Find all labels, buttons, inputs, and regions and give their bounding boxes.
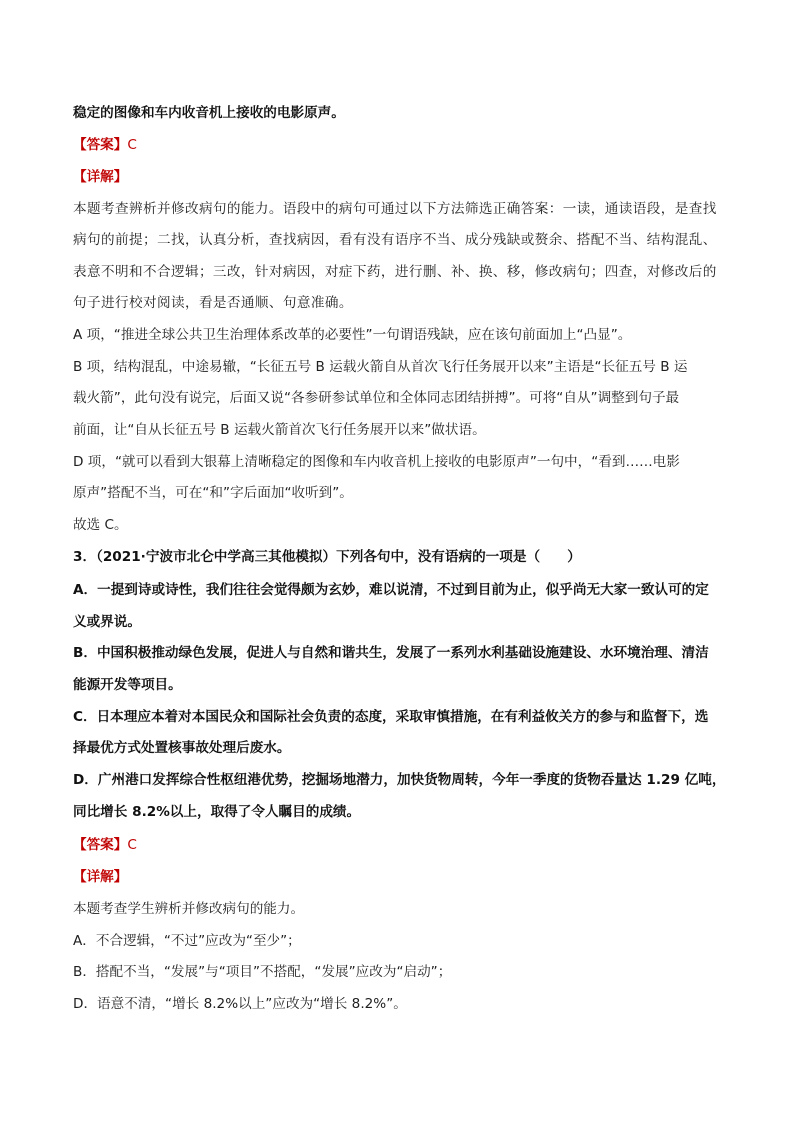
q3-note-a: A．不合逻辑，“不过”应改为“至少”； [73,933,301,949]
q2-item-b-line: B 项，结构混乱，中途易辙，“长征五号 B 运载火箭自从首次飞行任务展开以来”主语是“长征五号 B 运 [73,359,688,375]
q3-answer [73,833,733,853]
answer-value: C [127,137,137,153]
answer-value: C [127,837,137,853]
q3-option-c-line: 择最优方式处置核事故处理后废水。 [73,740,291,756]
q2-item-b-line: 载火箭”，此句没有说完，后面又说“各参研参试单位和全体同志团结拼搏”。可将“自从”调整到句子最 [73,390,680,406]
q3-option-b-line: 能源开发等项目。 [73,677,182,693]
q2-paragraph-line: 病句的前提；二找，认真分析，查找病因，看有没有语序不当、成分残缺或赘余、搭配不当、结构混乱、 [73,232,717,248]
answer-label: 【答案】 [73,837,128,853]
q3-option-d-line: 同比增长 8.2%以上，取得了令人瞩目的成绩。 [73,804,361,820]
q2-explain-label: 【详解】 [73,169,128,185]
q3-note-d: D．语意不清，“增长 8.2%以上”应改为“增长 8.2%”。 [73,996,407,1012]
q2-item-d-line: 原声”搭配不当，可在“和”字后面加“收听到”。 [73,485,353,501]
q3-option-c-line: C．日本理应本着对本国民众和国际社会负责的态度，采取审慎措施，在有利益攸关方的参与和监督下，选 [73,709,709,725]
q2-paragraph-line: 本题考查辨析并修改病句的能力。语段中的病句可通过以下方法筛选正确答案：一读，通读语段，是查找 [73,201,717,217]
q3-option-b-line: B．中国积极推动绿色发展，促进人与自然和谐共生，发展了一系列水利基础设施建设、水环境治理、清洁 [73,645,709,661]
q3-intro: 本题考查学生辨析并修改病句的能力。 [73,901,305,917]
q2-item-a: A 项，“推进全球公共卫生治理体系改革的必要性”一句谓语残缺，应在该句前面加上“凸显”。 [73,327,632,343]
q3-option-d-line: D．广州港口发挥综合性枢纽港优势，挖掘场地潜力，加快货物周转，今年一季度的货物吞量达 1.29 亿吨， [73,772,726,788]
q2-item-d-line: D 项，“就可以看到大银幕上清晰稳定的图像和车内收音机上接收的电影原声”一句中，“看到……电影 [73,454,680,470]
q3-note-b: B．搭配不当，“发展”与“项目”不搭配，“发展”应改为“启动”； [73,964,452,980]
q2-item-b-line: 前面，让“自从长征五号 B 运载火箭首次飞行任务展开以来”做状语。 [73,422,486,438]
q3-stem: 3．（2021·宁波市北仑中学高三其他模拟）下列各句中，没有语病的一项是（ ） [73,549,581,565]
q3-option-a-line: 义或界说。 [73,614,141,630]
answer-label: 【答案】 [73,137,128,153]
q3-explain-label: 【详解】 [73,869,128,885]
q3-option-a-line: A．一提到诗或诗性，我们往往会觉得颇为玄妙，难以说清，不过到目前为止，似乎尚无大家一致认可的定 [73,582,709,598]
q2-tail-line: 稳定的图像和车内收音机上接收的电影原声。 [73,105,345,121]
q2-conclusion: 故选 C。 [73,517,128,533]
q2-paragraph-line: 句子进行校对阅读，看是否通顺、句意准确。 [73,295,353,311]
q2-answer [73,133,733,153]
q2-paragraph-line: 表意不明和不合逻辑；三改，针对病因，对症下药，进行删、补、换、移，修改病句；四查，对修改后的 [73,264,717,280]
